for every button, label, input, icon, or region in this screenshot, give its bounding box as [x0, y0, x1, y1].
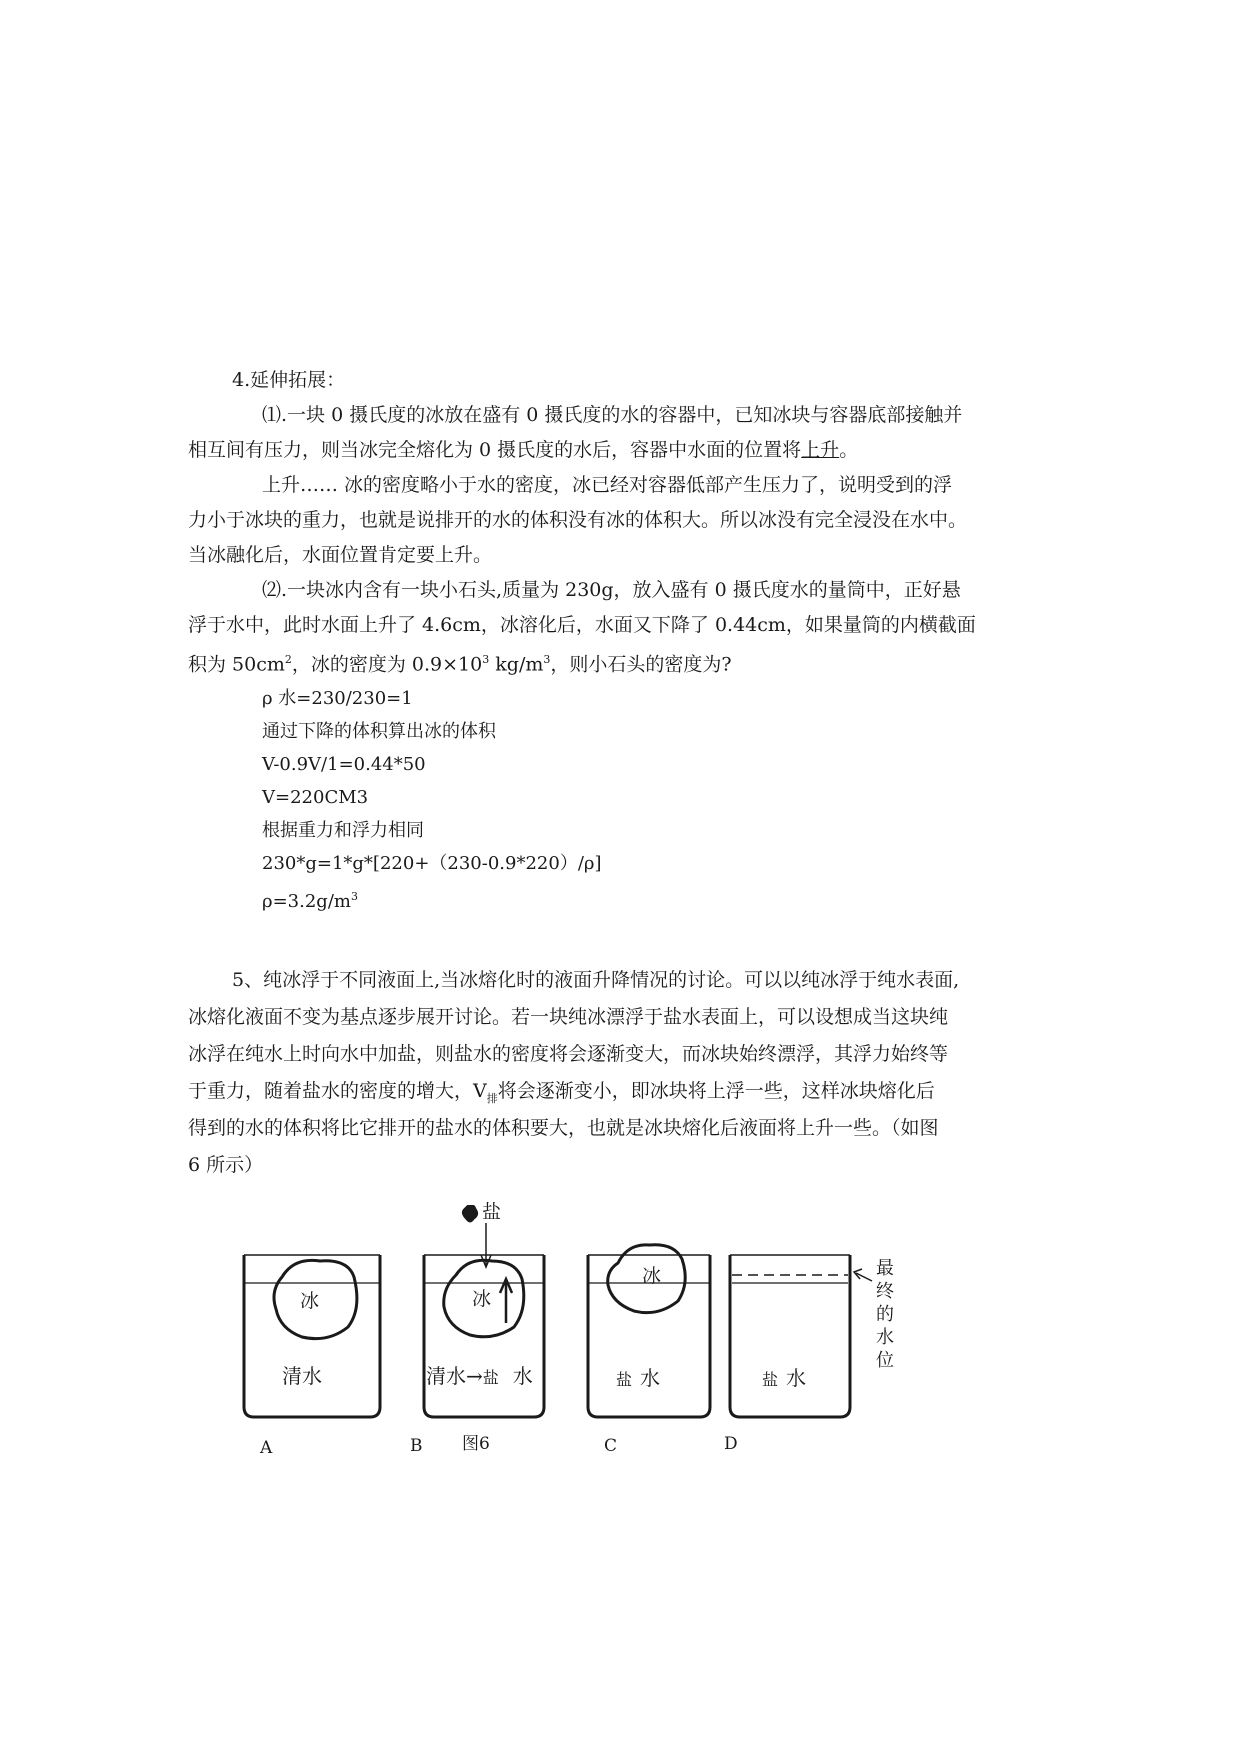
- q2-solution-5: 根据重力和浮力相同: [262, 820, 424, 841]
- figure-label-c: C: [604, 1436, 618, 1456]
- ice-b-label: 冰: [472, 1288, 492, 1310]
- figure-label-b: B: [410, 1436, 423, 1456]
- figure-6-drawing: [230, 1205, 950, 1485]
- q2-line-3-c: kg/m: [489, 653, 544, 676]
- q1-explanation-3: 当冰融化后，水面位置肯定要上升。: [188, 544, 493, 566]
- container-c-label: [616, 1367, 660, 1391]
- figure-label-d: D: [724, 1434, 738, 1454]
- container-c-water: 水: [640, 1366, 661, 1390]
- q2-line-3-sup-1: 2: [284, 653, 292, 666]
- q2-solution-6: 230*g=1*g*[220+（230-0.9*220）/ρ]: [262, 853, 602, 874]
- container-c-salt: 盐: [616, 1370, 633, 1389]
- q2-solution-2: 通过下降的体积算出冰的体积: [262, 721, 496, 742]
- container-d-salt: 盐: [762, 1370, 779, 1389]
- q2-solution-1: ρ 水=230/230=1: [262, 688, 413, 709]
- q2-line-3-d: ，则小石头的密度为?: [550, 653, 732, 676]
- q2-line-3-sup-3: 3: [543, 653, 551, 666]
- container-b-water-left: 清水: [426, 1364, 466, 1388]
- container-b-salt: 盐: [482, 1368, 499, 1387]
- section-5-line-4-a: 于重力，随着盐水的密度的增大，V: [188, 1080, 487, 1102]
- q2-solution-7: [262, 885, 358, 914]
- container-b-label: [426, 1365, 533, 1389]
- q2-solution-7-sup: 3: [350, 890, 358, 903]
- q1-line-1: ⑴.一块 0 摄氏度的冰放在盛有 0 摄氏度的水的容器中，已知冰块与容器底部接触并: [262, 404, 963, 426]
- container-d-water: 水: [786, 1366, 807, 1390]
- section-5-line-4-b: 将会逐渐变小，即冰块将上浮一些，这样冰块熔化后: [497, 1080, 935, 1102]
- q1-line-2: [188, 438, 858, 462]
- ice-c-label: 冰: [642, 1265, 662, 1287]
- q1-explanation-1: 上升…… 冰的密度略小于水的密度，冰已经对容器低部产生压力了，说明受到的浮: [262, 474, 953, 496]
- q2-line-1: ⑵.一块冰内含有一块小石头,质量为 230g，放入盛有 0 摄氏度水的量筒中，正好悬: [262, 579, 961, 601]
- container-d-label: [762, 1367, 806, 1391]
- salt-add-label: 盐: [482, 1201, 502, 1223]
- container-a: [244, 1255, 380, 1417]
- q2-line-3-sup-2: 3: [482, 653, 490, 666]
- figure-label-a: A: [260, 1438, 273, 1458]
- q2-solution-7-text: ρ=3.2g/m: [262, 891, 351, 912]
- figure-caption: 图6: [462, 1434, 490, 1454]
- q2-line-3: [188, 648, 732, 676]
- section-5-line-1: 5、纯冰浮于不同液面上,当冰熔化时的液面升降情况的讨论。可以以纯冰浮于纯水表面,: [232, 969, 960, 991]
- section-5-line-4: [188, 1079, 935, 1111]
- q1-explanation-2: 力小于冰块的重力，也就是说排开的水的体积没有冰的体积大。所以冰没有完全浸没在水中。: [188, 509, 968, 531]
- q2-solution-3: V-0.9V/1=0.44*50: [262, 754, 426, 775]
- q2-solution-4: V=220CM3: [262, 787, 369, 808]
- section-5-line-4-sub: 排: [486, 1091, 498, 1105]
- section-5-line-3: 冰浮在纯水上时向水中加盐，则盐水的密度将会逐渐变大，而冰块始终漂浮，其浮力始终等: [188, 1043, 949, 1065]
- container-b-arrow: →: [466, 1364, 483, 1388]
- section-4-heading: 4.延伸拓展：: [232, 369, 346, 391]
- q1-answer: 上升: [801, 439, 840, 461]
- container-a-water-label: 清水: [282, 1364, 322, 1388]
- section-5-line-5: 得到的水的体积将比它排开的盐水的体积要大，也就是冰块熔化后液面将上升一些。（如图: [188, 1117, 939, 1139]
- final-level-label: 最终的水位: [876, 1258, 894, 1371]
- ice-a-label: 冰: [300, 1290, 320, 1312]
- q2-line-3-b: ，冰的密度为 0.9×10: [291, 653, 483, 676]
- figure-6: [230, 1201, 950, 1485]
- container-d: [730, 1255, 850, 1417]
- q2-line-2: 浮于水中，此时水面上升了 4.6cm，冰溶化后，水面又下降了 0.44cm，如果量筒的内横截面: [188, 614, 976, 636]
- q2-line-3-a: 积为 50cm: [188, 653, 285, 676]
- q1-line-2-end: 。: [839, 439, 859, 461]
- section-5-line-2: 冰熔化液面不变为基点逐步展开讨论。若一块纯冰漂浮于盐水表面上，可以设想成当这块纯: [188, 1006, 949, 1028]
- section-5-line-6: 6 所示）: [188, 1154, 264, 1176]
- container-b-water-right: 水: [512, 1364, 533, 1388]
- salt-grain-icon: [462, 1205, 477, 1222]
- q1-line-2-text: 相互间有压力，则当冰完全熔化为 0 摄氏度的水后，容器中水面的位置将: [188, 439, 802, 461]
